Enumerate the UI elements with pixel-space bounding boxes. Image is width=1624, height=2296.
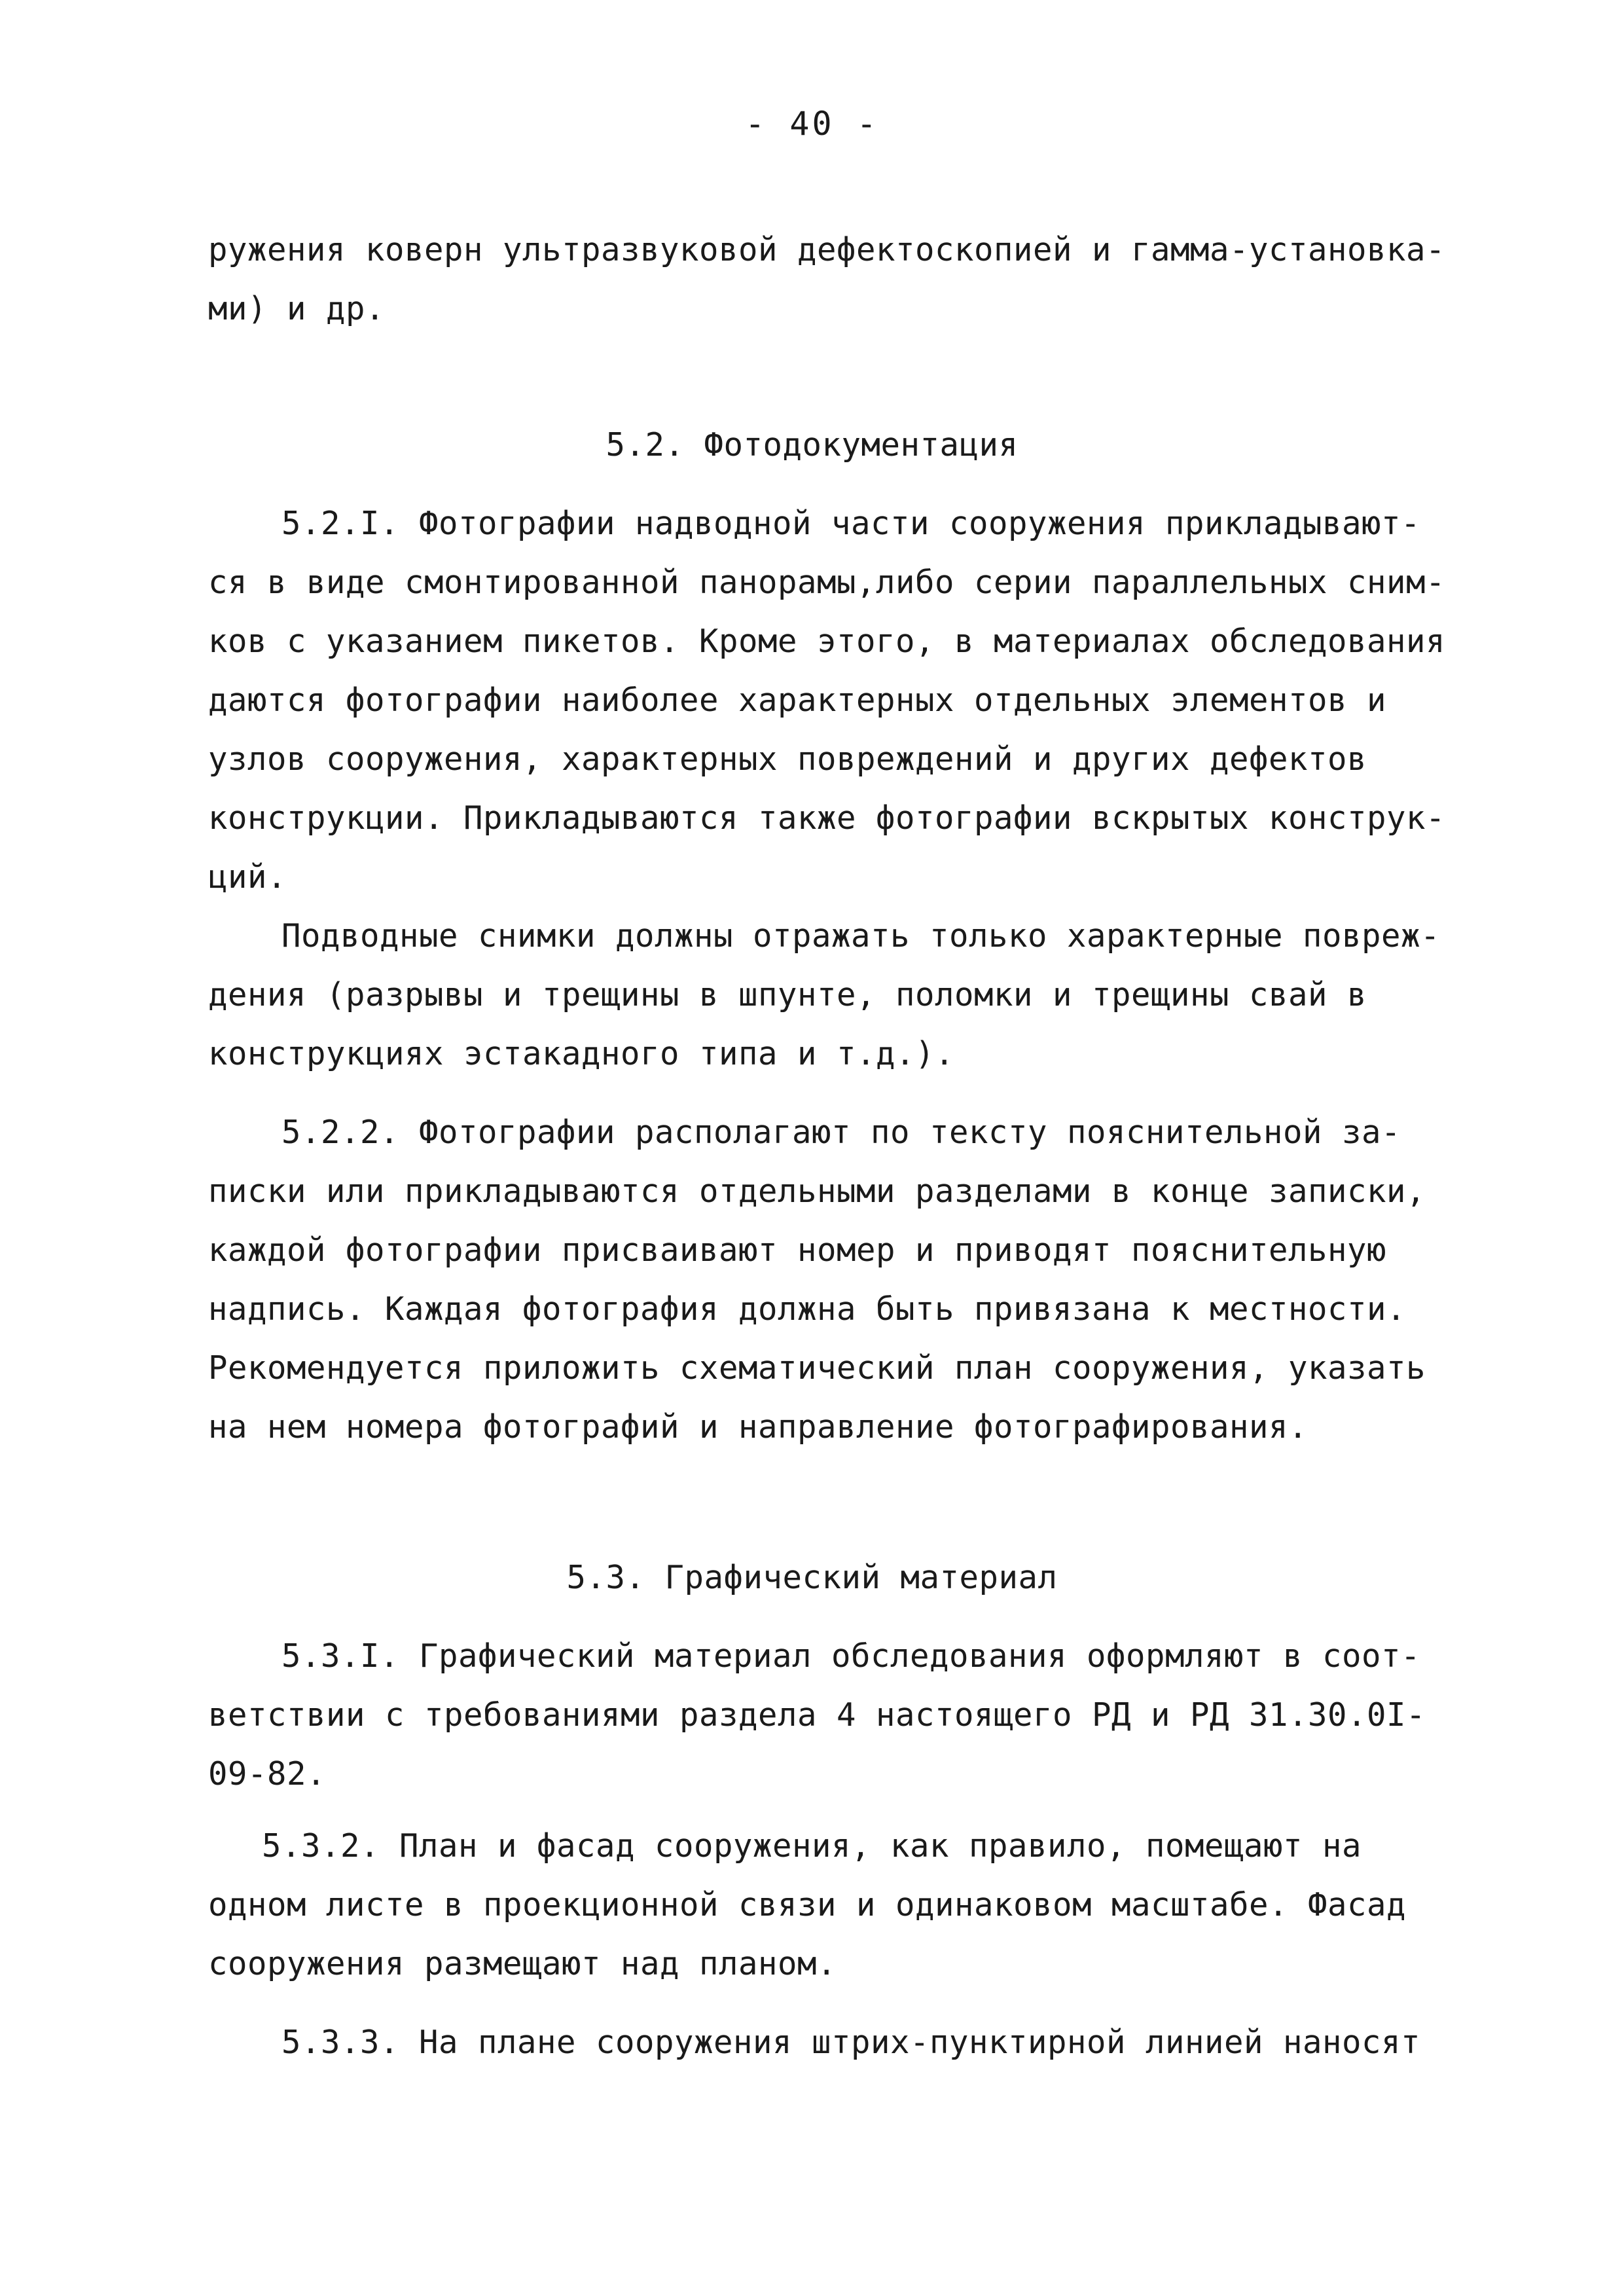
text-line: узлов сооружения, характерных повреждений и других дефектов: [208, 740, 1367, 778]
text-line: 5.2.2. Фотографии располагают по тексту пояснительной за-: [281, 1114, 1401, 1151]
text-line: надпись. Каждая фотография должна быть привязана к местности.: [208, 1290, 1407, 1328]
text-line: ветствии с требованиями раздела 4 настоящего РД и РД 31.30.0I-: [208, 1696, 1426, 1734]
page-number: - 40 -: [745, 105, 879, 143]
text-line: даются фотографии наиболее характерных отдельных элементов и: [208, 682, 1387, 719]
section-heading-5-2: 5.2. Фотодокументация: [605, 426, 1019, 464]
text-line: дения (разрывы и трещины в шпунте, поломки и трещины свай в: [208, 976, 1367, 1013]
text-line: на нем номера фотографий и направление фотографирования.: [208, 1408, 1308, 1446]
text-line: каждой фотографии присваивают номер и приводят пояснительную: [208, 1231, 1387, 1269]
text-line: Рекомендуется приложить схематический план сооружения, указать: [208, 1349, 1426, 1387]
text-line: писки или прикладываются отдельными разделами в конце записки,: [208, 1173, 1426, 1210]
section-heading-5-3: 5.3. Графический материал: [566, 1559, 1058, 1596]
text-line: ружения коверн ультразвуковой дефектоскопией и гамма-установка-: [208, 231, 1446, 268]
text-line: одном листе в проекционной связи и одинаковом масштабе. Фасад: [208, 1886, 1407, 1923]
text-line: ков с указанием пикетов. Кроме этого, в материалах обследования: [208, 623, 1446, 660]
text-line: 09-82.: [208, 1755, 327, 1793]
text-line: 5.3.2. План и фасад сооружения, как правило, помещают на: [262, 1827, 1362, 1865]
text-line: ми) и др.: [208, 290, 386, 327]
text-line: ций.: [208, 858, 287, 896]
text-line: ся в виде смонтированной панорамы,либо серии параллельных сним-: [208, 564, 1446, 601]
text-line: 5.3.3. На плане сооружения штрих-пунктирной линией наносят: [281, 2024, 1421, 2061]
text-line: 5.3.I. Графический материал обследования оформляют в соот-: [281, 1637, 1421, 1675]
text-line: конструкциях эстакадного типа и т.д.).: [208, 1035, 955, 1072]
text-line: Подводные снимки должны отражать только характерные повреж-: [281, 917, 1441, 955]
text-line: сооружения размещают над планом.: [208, 1945, 837, 1982]
text-line: конструкции. Прикладываются также фотографии вскрытых конструк-: [208, 799, 1446, 837]
text-line: 5.2.I. Фотографии надводной части сооружения прикладывают-: [281, 505, 1421, 542]
